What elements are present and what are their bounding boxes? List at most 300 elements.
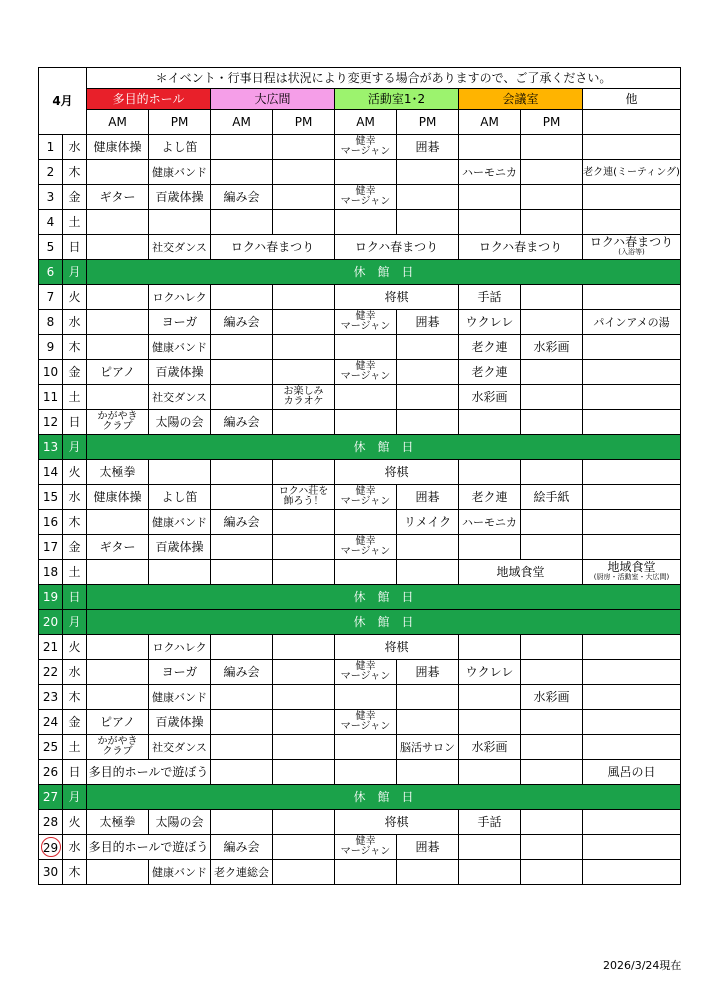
event-cell xyxy=(521,385,583,410)
day-number-text: 26 xyxy=(42,764,59,779)
event-cell xyxy=(87,560,149,585)
day-number-text: 24 xyxy=(42,714,59,729)
event-cell: 健幸 マージャン xyxy=(335,310,397,335)
event-cell xyxy=(397,385,459,410)
other-event-cell xyxy=(583,635,681,660)
day-number-text: 3 xyxy=(46,189,55,204)
event-cell: かがやき クラブ xyxy=(87,410,149,435)
event-cell xyxy=(273,360,335,385)
month-label: 4月 xyxy=(39,68,87,135)
day-number-text: 9 xyxy=(46,339,55,354)
event-cell: ピアノ xyxy=(87,710,149,735)
event-cell xyxy=(521,810,583,835)
day-number-text: 10 xyxy=(42,364,59,379)
event-cell xyxy=(521,210,583,235)
event-cell: ウクレレ xyxy=(459,310,521,335)
event-cell: 健康体操 xyxy=(87,135,149,160)
other-event-cell: パインアメの湯 xyxy=(583,310,681,335)
event-cell xyxy=(459,835,521,860)
weekday: 金 xyxy=(63,185,87,210)
event-cell: 編み会 xyxy=(211,510,273,535)
event-cell xyxy=(211,560,273,585)
other-event-cell xyxy=(583,860,681,885)
event-cell xyxy=(87,235,149,260)
day-number xyxy=(39,860,63,885)
other-event-cell xyxy=(583,710,681,735)
pm-header: PM xyxy=(397,110,459,135)
other-event-cell: 風呂の日 xyxy=(583,760,681,785)
event-cell xyxy=(521,185,583,210)
schedule-table xyxy=(38,67,681,885)
day-number xyxy=(39,610,63,635)
am-header: AM xyxy=(87,110,149,135)
notice-text: ＊イベント・行事日程は状況により変更する場合がありますので、ご了承ください。 xyxy=(87,68,681,89)
event-cell xyxy=(273,285,335,310)
event-cell xyxy=(335,735,397,760)
other-event-cell: 老ク連(ミーティング) xyxy=(583,160,681,185)
event-cell: 健幸 マージャン xyxy=(335,535,397,560)
other-event-cell xyxy=(583,685,681,710)
event-cell xyxy=(211,535,273,560)
weekday: 金 xyxy=(63,710,87,735)
event-cell xyxy=(273,535,335,560)
event-cell xyxy=(397,210,459,235)
day-number-text: 7 xyxy=(46,289,55,304)
day-number xyxy=(39,260,63,285)
event-cell xyxy=(273,510,335,535)
event-cell: 老ク連総会 xyxy=(211,860,273,885)
day-row xyxy=(39,485,681,510)
day-number-text: 16 xyxy=(42,514,59,529)
event-cell: 健康バンド xyxy=(149,860,211,885)
weekday: 木 xyxy=(63,685,87,710)
day-number xyxy=(39,710,63,735)
day-row xyxy=(39,335,681,360)
weekday: 水 xyxy=(63,310,87,335)
event-cell xyxy=(521,635,583,660)
day-number-text: 4 xyxy=(46,214,55,229)
event-cell xyxy=(459,460,521,485)
room-header-3: 活動室1･2 xyxy=(335,89,459,110)
other-event-cell xyxy=(583,660,681,685)
event-cell: ハーモニカ xyxy=(459,510,521,535)
weekday: 木 xyxy=(63,335,87,360)
event-cell xyxy=(273,460,335,485)
event-cell xyxy=(273,810,335,835)
event-cell: 太極拳 xyxy=(87,810,149,835)
event-cell xyxy=(335,510,397,535)
event-cell: ヨーガ xyxy=(149,310,211,335)
day-number xyxy=(39,835,63,860)
event-cell xyxy=(397,410,459,435)
event-cell xyxy=(273,760,335,785)
event-cell xyxy=(397,185,459,210)
event-cell xyxy=(397,160,459,185)
event-cell xyxy=(87,660,149,685)
event-cell xyxy=(521,860,583,885)
event-cell xyxy=(149,210,211,235)
event-cell xyxy=(273,210,335,235)
event-cell: ロクハ春まつり xyxy=(335,235,459,260)
weekday: 火 xyxy=(63,285,87,310)
pm-header: PM xyxy=(521,110,583,135)
event-cell xyxy=(335,860,397,885)
day-number xyxy=(39,410,63,435)
day-row xyxy=(39,510,681,535)
event-cell: リメイク xyxy=(397,510,459,535)
day-row xyxy=(39,610,681,635)
event-cell xyxy=(273,160,335,185)
day-row xyxy=(39,710,681,735)
day-row xyxy=(39,660,681,685)
weekday: 日 xyxy=(63,410,87,435)
day-number xyxy=(39,585,63,610)
event-cell: ウクレレ xyxy=(459,660,521,685)
day-row xyxy=(39,385,681,410)
event-cell xyxy=(87,160,149,185)
event-cell xyxy=(521,135,583,160)
event-cell: お楽しみ カラオケ xyxy=(273,385,335,410)
event-cell: 健幸 マージャン xyxy=(335,485,397,510)
event-cell xyxy=(273,835,335,860)
event-cell: ロクハ荘を 飾ろう！ xyxy=(273,485,335,510)
day-number xyxy=(39,485,63,510)
event-cell: 社交ダンス xyxy=(149,735,211,760)
event-cell: 健康体操 xyxy=(87,485,149,510)
event-cell xyxy=(521,460,583,485)
event-cell xyxy=(211,285,273,310)
day-number xyxy=(39,435,63,460)
event-cell xyxy=(521,360,583,385)
event-cell: 水彩画 xyxy=(521,685,583,710)
event-cell xyxy=(149,460,211,485)
day-number-text: 17 xyxy=(42,539,59,554)
closed-day-label: 休 館 日 xyxy=(87,610,681,635)
event-cell: 手話 xyxy=(459,810,521,835)
day-number-text: 28 xyxy=(42,814,59,829)
day-number-text: 30 xyxy=(42,864,59,879)
event-cell xyxy=(87,510,149,535)
event-cell: よし笛 xyxy=(149,485,211,510)
other-subheader xyxy=(583,110,681,135)
event-cell xyxy=(397,360,459,385)
day-row xyxy=(39,435,681,460)
event-cell: 老ク連 xyxy=(459,360,521,385)
day-number xyxy=(39,335,63,360)
event-cell xyxy=(335,760,397,785)
day-number xyxy=(39,760,63,785)
room-header-4: 会議室 xyxy=(459,89,583,110)
event-cell: 囲碁 xyxy=(397,310,459,335)
day-row xyxy=(39,235,681,260)
event-cell: ロクハ春まつり xyxy=(459,235,583,260)
weekday: 火 xyxy=(63,635,87,660)
day-row xyxy=(39,360,681,385)
event-cell xyxy=(397,760,459,785)
event-cell: ロクハレク xyxy=(149,285,211,310)
event-cell xyxy=(335,385,397,410)
day-number-text: 2 xyxy=(46,164,55,179)
event-cell xyxy=(335,410,397,435)
event-cell xyxy=(211,160,273,185)
weekday: 水 xyxy=(63,135,87,160)
event-cell: ギター xyxy=(87,185,149,210)
event-cell xyxy=(273,560,335,585)
weekday: 日 xyxy=(63,235,87,260)
event-cell xyxy=(459,535,521,560)
weekday: 土 xyxy=(63,210,87,235)
day-row xyxy=(39,685,681,710)
day-number-text: 22 xyxy=(42,664,59,679)
event-cell xyxy=(273,860,335,885)
day-row xyxy=(39,785,681,810)
day-number xyxy=(39,810,63,835)
day-number xyxy=(39,360,63,385)
day-number xyxy=(39,535,63,560)
closed-day-label: 休 館 日 xyxy=(87,435,681,460)
event-cell xyxy=(397,535,459,560)
day-number xyxy=(39,560,63,585)
event-cell: 水彩画 xyxy=(521,335,583,360)
event-cell: 太極拳 xyxy=(87,460,149,485)
day-number xyxy=(39,735,63,760)
event-cell: 多目的ホールで遊ぼう xyxy=(87,835,211,860)
day-row xyxy=(39,285,681,310)
event-cell xyxy=(211,385,273,410)
event-cell: 健康バンド xyxy=(149,510,211,535)
day-row xyxy=(39,410,681,435)
day-number-text: 6 xyxy=(46,264,55,279)
event-cell xyxy=(273,710,335,735)
other-event-cell xyxy=(583,185,681,210)
day-row xyxy=(39,210,681,235)
event-cell xyxy=(87,860,149,885)
event-cell xyxy=(87,285,149,310)
event-cell xyxy=(273,410,335,435)
day-number-text: 19 xyxy=(42,589,59,604)
event-cell: 健幸 マージャン xyxy=(335,835,397,860)
event-cell xyxy=(211,760,273,785)
event-cell: ギター xyxy=(87,535,149,560)
event-cell xyxy=(87,210,149,235)
event-cell xyxy=(273,185,335,210)
event-cell xyxy=(211,135,273,160)
day-row xyxy=(39,585,681,610)
day-number-text: 23 xyxy=(42,689,59,704)
event-cell xyxy=(521,660,583,685)
other-event-cell xyxy=(583,460,681,485)
event-cell xyxy=(273,660,335,685)
day-row xyxy=(39,735,681,760)
day-row xyxy=(39,135,681,160)
day-number-text: 18 xyxy=(42,564,59,579)
day-number xyxy=(39,285,63,310)
closed-day-label: 休 館 日 xyxy=(87,785,681,810)
event-cell xyxy=(397,335,459,360)
event-cell xyxy=(211,635,273,660)
closed-day-label: 休 館 日 xyxy=(87,585,681,610)
event-cell: 健幸 マージャン xyxy=(335,710,397,735)
day-row xyxy=(39,560,681,585)
event-cell: 社交ダンス xyxy=(149,385,211,410)
weekday: 土 xyxy=(63,560,87,585)
event-cell xyxy=(87,335,149,360)
am-header: AM xyxy=(459,110,521,135)
event-cell xyxy=(211,460,273,485)
other-event-cell xyxy=(583,835,681,860)
event-cell: 太陽の会 xyxy=(149,410,211,435)
other-event-cell xyxy=(583,285,681,310)
event-cell xyxy=(335,560,397,585)
weekday: 月 xyxy=(63,435,87,460)
weekday: 火 xyxy=(63,810,87,835)
event-cell: 将棋 xyxy=(335,635,459,660)
day-row xyxy=(39,185,681,210)
weekday: 月 xyxy=(63,260,87,285)
room-header-2: 大広間 xyxy=(211,89,335,110)
event-cell xyxy=(211,810,273,835)
event-cell: 手話 xyxy=(459,285,521,310)
event-cell xyxy=(273,635,335,660)
day-number xyxy=(39,660,63,685)
event-cell: 健幸 マージャン xyxy=(335,135,397,160)
event-cell xyxy=(335,160,397,185)
weekday: 金 xyxy=(63,360,87,385)
event-cell: 社交ダンス xyxy=(149,235,211,260)
pm-header: PM xyxy=(149,110,211,135)
event-cell: 編み会 xyxy=(211,310,273,335)
event-cell: 健幸 マージャン xyxy=(335,660,397,685)
day-number xyxy=(39,510,63,535)
event-cell xyxy=(459,185,521,210)
event-cell xyxy=(211,735,273,760)
event-cell xyxy=(521,160,583,185)
day-number xyxy=(39,635,63,660)
event-cell: 太陽の会 xyxy=(149,810,211,835)
event-cell xyxy=(521,760,583,785)
event-cell: 老ク連 xyxy=(459,335,521,360)
weekday: 木 xyxy=(63,860,87,885)
other-event-cell xyxy=(583,535,681,560)
event-cell xyxy=(459,710,521,735)
room-header-5: 他 xyxy=(583,89,681,110)
room-header-1: 多目的ホール xyxy=(87,89,211,110)
event-cell xyxy=(459,685,521,710)
event-cell: 水彩画 xyxy=(459,735,521,760)
event-cell xyxy=(521,310,583,335)
day-number-text: 27 xyxy=(42,789,59,804)
circled-day-number: 29 xyxy=(41,837,61,857)
weekday: 日 xyxy=(63,760,87,785)
event-cell: 囲碁 xyxy=(397,835,459,860)
day-row xyxy=(39,860,681,885)
event-cell: 囲碁 xyxy=(397,485,459,510)
day-number-text: 13 xyxy=(42,439,59,454)
day-number xyxy=(39,185,63,210)
event-cell xyxy=(335,335,397,360)
event-cell: 編み会 xyxy=(211,660,273,685)
event-cell: 健幸 マージャン xyxy=(335,360,397,385)
day-number xyxy=(39,210,63,235)
event-cell: 健康バンド xyxy=(149,335,211,360)
other-event-cell xyxy=(583,210,681,235)
weekday: 木 xyxy=(63,510,87,535)
day-number xyxy=(39,235,63,260)
am-header: AM xyxy=(335,110,397,135)
event-cell: 老ク連 xyxy=(459,485,521,510)
event-cell: 百歳体操 xyxy=(149,185,211,210)
event-cell xyxy=(521,735,583,760)
event-cell: ロクハ春まつり xyxy=(211,235,335,260)
day-number-text: 14 xyxy=(42,464,59,479)
other-event-cell xyxy=(583,410,681,435)
day-number xyxy=(39,460,63,485)
event-cell: 将棋 xyxy=(335,285,459,310)
other-event-cell: ロクハ春まつり (入浴等) xyxy=(583,235,681,260)
weekday: 水 xyxy=(63,835,87,860)
day-number-text: 11 xyxy=(42,389,59,404)
weekday: 土 xyxy=(63,735,87,760)
day-number xyxy=(39,385,63,410)
day-number-text: 21 xyxy=(42,639,59,654)
day-number-text: 15 xyxy=(42,489,59,504)
other-event-cell xyxy=(583,485,681,510)
event-cell xyxy=(459,135,521,160)
event-cell xyxy=(397,860,459,885)
event-cell xyxy=(211,210,273,235)
event-cell xyxy=(397,560,459,585)
weekday: 木 xyxy=(63,160,87,185)
day-row xyxy=(39,760,681,785)
event-cell: 将棋 xyxy=(335,460,459,485)
event-cell xyxy=(87,385,149,410)
event-cell xyxy=(211,685,273,710)
day-number xyxy=(39,135,63,160)
day-row xyxy=(39,260,681,285)
event-cell xyxy=(397,710,459,735)
event-cell xyxy=(273,310,335,335)
weekday: 金 xyxy=(63,535,87,560)
day-row xyxy=(39,460,681,485)
event-cell xyxy=(211,360,273,385)
day-row xyxy=(39,535,681,560)
event-cell: ロクハレク xyxy=(149,635,211,660)
event-cell: 囲碁 xyxy=(397,135,459,160)
day-row xyxy=(39,635,681,660)
day-number-text: 5 xyxy=(46,239,55,254)
event-cell: ハーモニカ xyxy=(459,160,521,185)
event-cell xyxy=(459,210,521,235)
event-cell: 編み会 xyxy=(211,185,273,210)
other-event-cell xyxy=(583,135,681,160)
other-event-cell: 地域食堂 (厨房・活動室・大広間) xyxy=(583,560,681,585)
event-cell xyxy=(149,560,211,585)
event-cell xyxy=(521,510,583,535)
day-number xyxy=(39,685,63,710)
event-cell: 将棋 xyxy=(335,810,459,835)
event-cell xyxy=(521,285,583,310)
event-cell xyxy=(459,410,521,435)
event-cell: かがやき クラブ xyxy=(87,735,149,760)
other-event-cell xyxy=(583,360,681,385)
day-number xyxy=(39,310,63,335)
event-cell: 百歳体操 xyxy=(149,710,211,735)
event-cell xyxy=(459,635,521,660)
event-cell: よし笛 xyxy=(149,135,211,160)
event-cell xyxy=(335,685,397,710)
event-cell xyxy=(273,735,335,760)
event-cell xyxy=(87,635,149,660)
